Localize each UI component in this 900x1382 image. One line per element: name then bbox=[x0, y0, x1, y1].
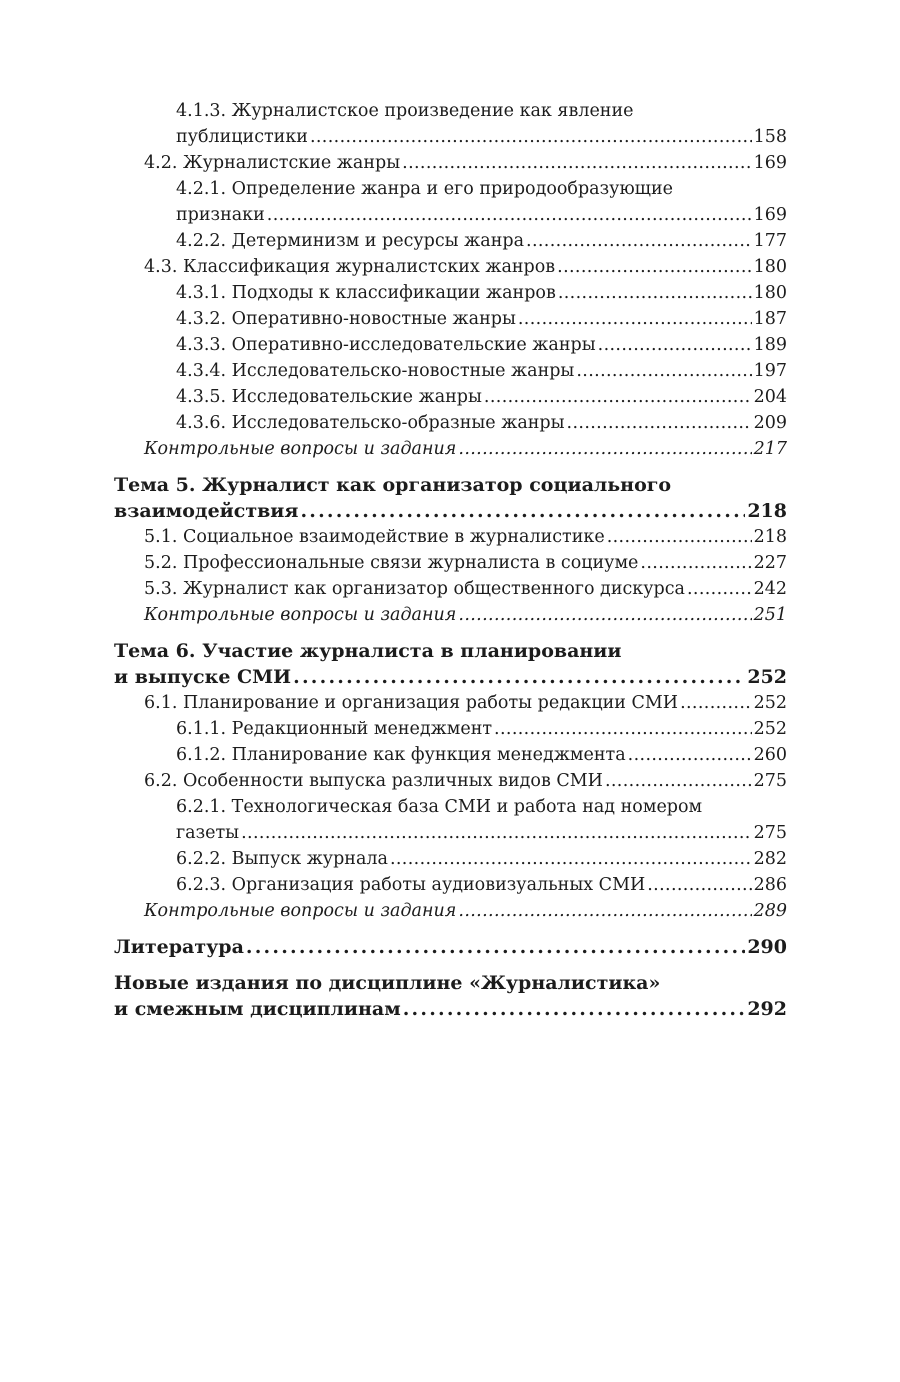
toc-subsection bbox=[114, 846, 787, 872]
dot-leader bbox=[557, 254, 751, 280]
toc-section bbox=[114, 768, 787, 794]
toc-entry-title-line: 6.2.1. Технологическая база СМИ и работа над номером bbox=[176, 797, 703, 817]
dot-leader bbox=[402, 150, 751, 176]
page-number: 282 bbox=[753, 849, 787, 869]
page-number: 290 bbox=[747, 936, 787, 958]
toc-entry-title: Контрольные вопросы и задания bbox=[144, 901, 457, 921]
dot-leader bbox=[293, 664, 745, 690]
toc-topic bbox=[114, 472, 787, 524]
table-of-contents bbox=[114, 98, 787, 1022]
dot-leader bbox=[310, 124, 752, 150]
dot-leader bbox=[605, 768, 752, 794]
toc-entry-title: 5.1. Социальное взаимодействие в журналистике bbox=[144, 527, 605, 547]
toc-subsection bbox=[114, 742, 787, 768]
toc-questions bbox=[114, 602, 787, 628]
toc-entry-title: 6.1.1. Редакционный менеджмент bbox=[176, 719, 493, 739]
toc-subsection bbox=[114, 98, 787, 150]
toc-subsection bbox=[114, 358, 787, 384]
toc-entry-title: 6.2. Особенности выпуска различных видов СМИ bbox=[144, 771, 603, 791]
toc-entry-title: признаки bbox=[176, 205, 265, 225]
toc-topic bbox=[114, 934, 787, 960]
toc-entry-title: газеты bbox=[176, 823, 240, 843]
dot-leader bbox=[494, 716, 752, 742]
toc-subsection bbox=[114, 228, 787, 254]
toc-entry-title: 4.3.5. Исследовательские жанры bbox=[176, 387, 482, 407]
page-number: 217 bbox=[753, 439, 787, 459]
page-number: 197 bbox=[753, 361, 787, 381]
page-number: 275 bbox=[753, 771, 787, 791]
toc-entry-title: 4.3. Классификация журналистских жанров bbox=[144, 257, 556, 277]
page-number: 289 bbox=[753, 901, 787, 921]
page-number: 251 bbox=[753, 605, 787, 625]
page-number: 218 bbox=[753, 527, 787, 547]
toc-entry-title: 6.2.3. Организация работы аудиовизуальных СМИ bbox=[176, 875, 646, 895]
toc-subsection bbox=[114, 384, 787, 410]
page-number: 187 bbox=[753, 309, 787, 329]
dot-leader bbox=[607, 524, 752, 550]
toc-entry-title: 4.3.4. Исследовательско-новостные жанры bbox=[176, 361, 575, 381]
dot-leader bbox=[628, 742, 752, 768]
toc-entry-title: и смежным дисциплинам bbox=[114, 998, 401, 1020]
toc-section bbox=[114, 690, 787, 716]
dot-leader bbox=[458, 436, 751, 462]
toc-entry-title: Литература bbox=[114, 936, 244, 958]
toc-entry-title-line: Новые издания по дисциплине «Журналистика» bbox=[114, 972, 661, 994]
toc-section bbox=[114, 550, 787, 576]
toc-topic bbox=[114, 970, 787, 1022]
dot-leader bbox=[458, 602, 751, 628]
toc-section bbox=[114, 254, 787, 280]
dot-leader bbox=[246, 934, 745, 960]
toc-entry-title: 4.2.2. Детерминизм и ресурсы жанра bbox=[176, 231, 525, 251]
toc-subsection bbox=[114, 280, 787, 306]
toc-entry-title-line: Тема 5. Журналист как организатор социального bbox=[114, 474, 672, 496]
page-number: 209 bbox=[753, 413, 787, 433]
dot-leader bbox=[458, 898, 751, 924]
page-number: 252 bbox=[753, 719, 787, 739]
page-number: 180 bbox=[753, 257, 787, 277]
toc-subsection bbox=[114, 332, 787, 358]
toc-entry-title: 4.2. Журналистские жанры bbox=[144, 153, 401, 173]
dot-leader bbox=[567, 410, 752, 436]
page-number: 292 bbox=[747, 998, 787, 1020]
toc-entry-title: 5.3. Журналист как организатор общественного дискурса bbox=[144, 579, 685, 599]
toc-entry-title-line: 4.1.3. Журналистское произведение как явление bbox=[176, 101, 634, 121]
page-number: 252 bbox=[747, 666, 787, 688]
dot-leader bbox=[518, 306, 752, 332]
toc-entry-title: Контрольные вопросы и задания bbox=[144, 605, 457, 625]
page-number: 286 bbox=[753, 875, 787, 895]
page-number: 204 bbox=[753, 387, 787, 407]
dot-leader bbox=[680, 690, 752, 716]
toc-entry-title: публицистики bbox=[176, 127, 308, 147]
dot-leader bbox=[403, 996, 746, 1022]
toc-subsection bbox=[114, 794, 787, 846]
toc-entry-title: Контрольные вопросы и задания bbox=[144, 439, 457, 459]
page-number: 169 bbox=[753, 153, 787, 173]
toc-subsection bbox=[114, 410, 787, 436]
toc-entry-title: и выпуске СМИ bbox=[114, 666, 292, 688]
dot-leader bbox=[484, 384, 752, 410]
toc-subsection bbox=[114, 872, 787, 898]
toc-entry-title: 6.1. Планирование и организация работы редакции СМИ bbox=[144, 693, 679, 713]
dot-leader bbox=[598, 332, 752, 358]
dot-leader bbox=[647, 872, 751, 898]
toc-entry-title: 6.2.2. Выпуск журнала bbox=[176, 849, 388, 869]
toc-entry-title-line: 4.2.1. Определение жанра и его природообразующие bbox=[176, 179, 673, 199]
dot-leader bbox=[687, 576, 752, 602]
page-number: 180 bbox=[753, 283, 787, 303]
page-number: 177 bbox=[753, 231, 787, 251]
toc-topic bbox=[114, 638, 787, 690]
page-number: 227 bbox=[753, 553, 787, 573]
toc-entry-title: взаимодействия bbox=[114, 500, 299, 522]
page-number: 158 bbox=[753, 127, 787, 147]
toc-subsection bbox=[114, 306, 787, 332]
page-number: 169 bbox=[753, 205, 787, 225]
dot-leader bbox=[390, 846, 752, 872]
dot-leader bbox=[241, 820, 751, 846]
toc-questions bbox=[114, 436, 787, 462]
page-number: 218 bbox=[747, 500, 787, 522]
dot-leader bbox=[300, 498, 745, 524]
toc-entry-title: 4.3.1. Подходы к классификации жанров bbox=[176, 283, 556, 303]
page-number: 252 bbox=[753, 693, 787, 713]
toc-questions bbox=[114, 898, 787, 924]
dot-leader bbox=[558, 280, 752, 306]
dot-leader bbox=[576, 358, 751, 384]
toc-entry-title: 6.1.2. Планирование как функция менеджмента bbox=[176, 745, 626, 765]
toc-subsection bbox=[114, 716, 787, 742]
toc-section bbox=[114, 150, 787, 176]
dot-leader bbox=[640, 550, 751, 576]
page-number: 242 bbox=[753, 579, 787, 599]
toc-entry-title: 4.3.6. Исследовательско-образные жанры bbox=[176, 413, 565, 433]
toc-section bbox=[114, 524, 787, 550]
toc-subsection bbox=[114, 176, 787, 228]
toc-entry-title: 4.3.3. Оперативно-исследовательские жанры bbox=[176, 335, 596, 355]
page-number: 260 bbox=[753, 745, 787, 765]
page-number: 275 bbox=[753, 823, 787, 843]
toc-section bbox=[114, 576, 787, 602]
toc-entry-title: 4.3.2. Оперативно-новостные жанры bbox=[176, 309, 516, 329]
dot-leader bbox=[526, 228, 752, 254]
toc-entry-title: 5.2. Профессиональные связи журналиста в социуме bbox=[144, 553, 639, 573]
toc-entry-title-line: Тема 6. Участие журналиста в планировании bbox=[114, 640, 622, 662]
dot-leader bbox=[267, 202, 752, 228]
page-number: 189 bbox=[753, 335, 787, 355]
